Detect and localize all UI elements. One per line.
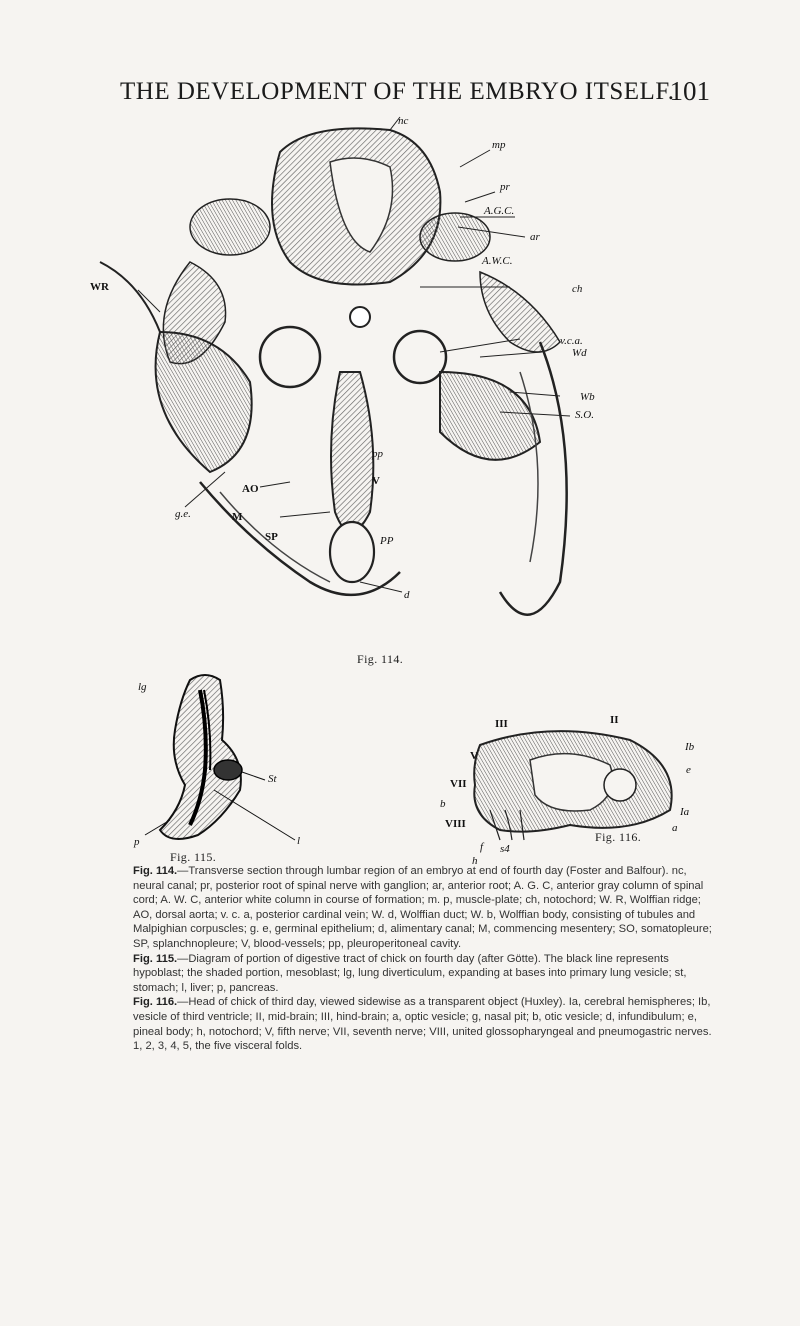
fig114-label-wr: WR [90, 281, 109, 293]
fig116-label-vii: VII [450, 778, 467, 790]
fig115-label-p: p [134, 836, 140, 848]
fig114-label-ar: ar [530, 231, 540, 243]
figure-114-illustration [60, 112, 700, 652]
fig114-label-d: d [404, 589, 410, 601]
fig116-label-viii: VIII [445, 818, 466, 830]
fig114-label-ao: AO [242, 483, 259, 495]
figure-115-illustration [130, 670, 310, 850]
caption-fig114-text: —Transverse section through lumbar region of an embryo at end of fourth day (Foster and Balfour). nc, neural canal; pr, posterior root of spinal nerve with ganglion; ar, anterior root; A. G. C, anterior gray column of spinal cord; A. W. C, anterior white column in course of formation; m. p, muscle-plate; ch, notochord; W. R, Wolffian ridge; AO, dorsal aorta; v. c. a, posterior cardinal vein; W. d, Wolffian duct; W. b, Wolffian body, consisting of tubules and Malpighian corpuscles; g. e, germinal epithelium; d, alimentary canal; M, commencing mesentery; SO, somatopleure; SP, splanchnopleure; V, blood-vessels; pp, pleuroperitoneal cavity. [133, 865, 712, 950]
fig116-label-b: b [440, 798, 446, 810]
fig114-label-agc: A.G.C. [484, 205, 515, 217]
figure-116-label: Fig. 116. [595, 830, 642, 844]
fig116-label-f: f [480, 841, 484, 853]
fig114-label-pp2: PP [380, 535, 394, 547]
fig116-label-iii: III [495, 718, 508, 730]
figure-115-label: Fig. 115. [170, 850, 217, 864]
caption-fig116-text: —Head of chick of third day, viewed sidewise as a transparent object (Huxley). Ia, cerebral hemispheres; Ib, vesicle of third ventricle; II, mid-brain; III, hind-brain; a, optic vesicle; g, nasal pit; b, otic vesicle; d, infundibulum; e, pineal body; h, notochord; V, fifth nerve; VII, seventh nerve; VIII, united glossopharyngeal and pneumogastric nerves. 1, 2, 3, 4, 5, the five visceral folds. [133, 996, 712, 1053]
caption-fig116 [133, 995, 713, 1053]
fig114-label-sp: SP [265, 531, 278, 543]
figure-116-illustration [400, 715, 700, 845]
fig116-label-a: a [672, 822, 678, 834]
fig114-label-wd: Wd [572, 347, 587, 359]
fig114-label-so: S.O. [575, 409, 594, 421]
caption-fig116-number: Fig. 116. [133, 996, 178, 1009]
fig116-label-s4: s4 [500, 843, 510, 855]
figure-115 [130, 670, 310, 850]
caption-fig114-number: Fig. 114. [133, 865, 178, 877]
fig114-label-wb: Wb [580, 391, 595, 403]
figure-114-label: Fig. 114. [357, 652, 404, 666]
fig115-label-l: l [297, 835, 301, 847]
figure-captions [133, 864, 713, 1054]
fig114-label-ch: ch [572, 283, 583, 295]
caption-fig115-text: —Diagram of portion of digestive tract of chick on fourth day (after Götte). The black line represents hypoblast; the shaded portion, mesoblast; lg, lung diverticulum, expanding at bases into primary lung vesicle; st, stomach; l, liver; p, pancreas. [133, 952, 687, 994]
caption-fig115-number: Fig. 115. [133, 952, 178, 965]
fig114-label-m: M [232, 511, 243, 523]
fig114-label-v: V [372, 475, 380, 487]
fig116-label-ib: Ib [685, 741, 695, 753]
fig116-label-ii: II [610, 715, 619, 726]
fig114-label-nc: nc [398, 115, 409, 127]
fig115-label-lg: lg [138, 681, 147, 693]
fig115-label-st: St [268, 773, 277, 785]
fig116-label-ia: Ia [680, 806, 690, 818]
figure-114 [60, 112, 700, 652]
fig116-label-v: V [470, 750, 478, 762]
fig114-label-pp: pp [372, 448, 383, 460]
fig114-label-ge: g.e. [175, 508, 191, 520]
caption-fig115 [133, 952, 713, 996]
figure-116 [400, 715, 700, 845]
fig114-label-mp: mp [492, 139, 506, 151]
running-header [120, 74, 710, 114]
caption-fig114 [133, 864, 713, 952]
page-title: THE DEVELOPMENT OF THE EMBRYO ITSELF. [120, 78, 675, 105]
fig116-label-h: h [472, 855, 478, 867]
fig114-label-vca: v.c.a. [560, 335, 583, 347]
fig114-label-pr: pr [500, 181, 510, 193]
page-number: 101 [669, 76, 710, 106]
fig114-label-awc: A.W.C. [482, 255, 513, 267]
fig116-label-e: e [686, 764, 691, 776]
